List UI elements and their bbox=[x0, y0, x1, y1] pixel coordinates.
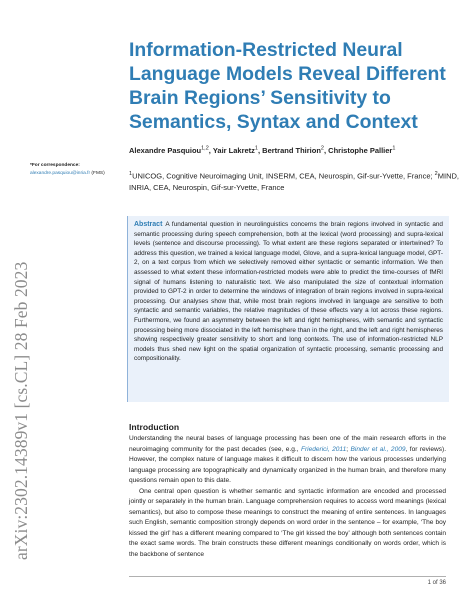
affiliation-marker: 1 bbox=[129, 171, 133, 177]
author-list bbox=[129, 145, 464, 155]
affiliation: MIND, INRIA, CEA, Neurospin, Gif-sur-Yvette, France bbox=[129, 171, 459, 192]
correspondence-note bbox=[30, 162, 126, 177]
abstract-box bbox=[127, 216, 449, 402]
citation-link[interactable]: Friederici, 2011 bbox=[300, 445, 347, 453]
introduction-heading: Introduction bbox=[129, 422, 180, 432]
author: Alexandre Pasquiou$^{1,2}$, bbox=[129, 145, 213, 155]
affiliation-marker: 2 bbox=[434, 171, 438, 177]
arxiv-identifier-stamp: arXiv:2302.14389v1 [cs.CL] 28 Feb 2023 bbox=[11, 261, 31, 560]
abstract-text: A fundamental question in neurolinguistics concerns the brain regions involved in syntactic and semantic processing during speech comprehension, both at the lexical (word processing) and supra-lexical levels (sentence and discourse processing). To what extent are these regions separated or intertwined? To address this question, we trained a lexical language model, Glove, and a supra-lexical language model, GPT-2, on a text corpus from which we selectively removed either syntactic or semantic information. We then assessed to what extent these information-restricted models were able to predict the time-courses of fMRI signal of humans listening to naturalistic text. We also manipulated the size of contextual information provided to GPT-2 in order to determine the windows of integration of brain regions involved in supra-lexical processing. Our analyses show that, while most brain regions involved in language are sensitive to both syntactic and semantic variables, the relative magnitudes of these effects vary a lot across these regions. Furthermore, we found an asymmetry between the left and right hemispheres, with semantic and syntactic processing being more dissociated in the left hemisphere than in the right, and the left and right hemispheres showing respectively greater sensitivity to short and long contexts. The use of information-restricted NLP models thus shed new light on the spatial organization of syntactic processing, semantic processing and compositionality. bbox=[134, 221, 443, 363]
author: Bertrand Thirion$^2$, bbox=[262, 145, 329, 155]
affiliations bbox=[129, 169, 459, 193]
author: Christophe Pallier$^1$ bbox=[328, 145, 396, 155]
paragraph: One central open question is whether semantic and syntactic information are encoded and processed jointly or separately in the human brain. Language comprehension requires to access word meanings (lexical semantics), but also to compose these meanings to construct the meaning of entire sentences. In languages such English, semantic composition strongly depends on word order in the sentence – for example, ‘The boy kissed the girl’ has a different meaning compared to ‘The girl kissed the boy’ although both sentences contain the exact same words. The brain constructs these different meanings conditionally on words order, which is the backbone of sentence bbox=[129, 487, 446, 558]
introduction-body bbox=[129, 434, 446, 560]
page-number: 1 of 36 bbox=[427, 580, 446, 586]
correspondence-email-link[interactable]: alexandre.pasquiou@inria.fr bbox=[30, 170, 91, 176]
correspondence-initials: (FMS) bbox=[90, 170, 105, 176]
footer-divider bbox=[129, 576, 446, 577]
correspondence-label: *For correspondence: bbox=[30, 163, 80, 168]
paper-title: Information-Restricted Neural Language Models Reveal Different Brain Regions’ Sensitivity to Semantics, Syntax and Context bbox=[129, 39, 446, 133]
paragraph: Understanding the neural bases of language processing has been one of the main research efforts in the neuroimaging community for the past decades (see, e.g., Friederici, 2011; Binder et al., 2009, for reviews). However, the complex nature of language makes it difficult to discern how the various processes underlying language processing are topographically and dynamically organized in the human brain, and therefore many questions remain open to this date. bbox=[129, 435, 447, 484]
affiliation: UNICOG, Cognitive Neuroimaging Unit, INSERM, CEA, Neurospin, Gif-sur-Yvette, France; bbox=[132, 171, 435, 181]
abstract-label: Abstract bbox=[134, 221, 163, 228]
citation-link[interactable]: Binder et al., 2009 bbox=[350, 445, 406, 453]
author: Yair Lakretz$^1$, bbox=[212, 145, 263, 155]
abstract-paragraph bbox=[134, 220, 443, 364]
